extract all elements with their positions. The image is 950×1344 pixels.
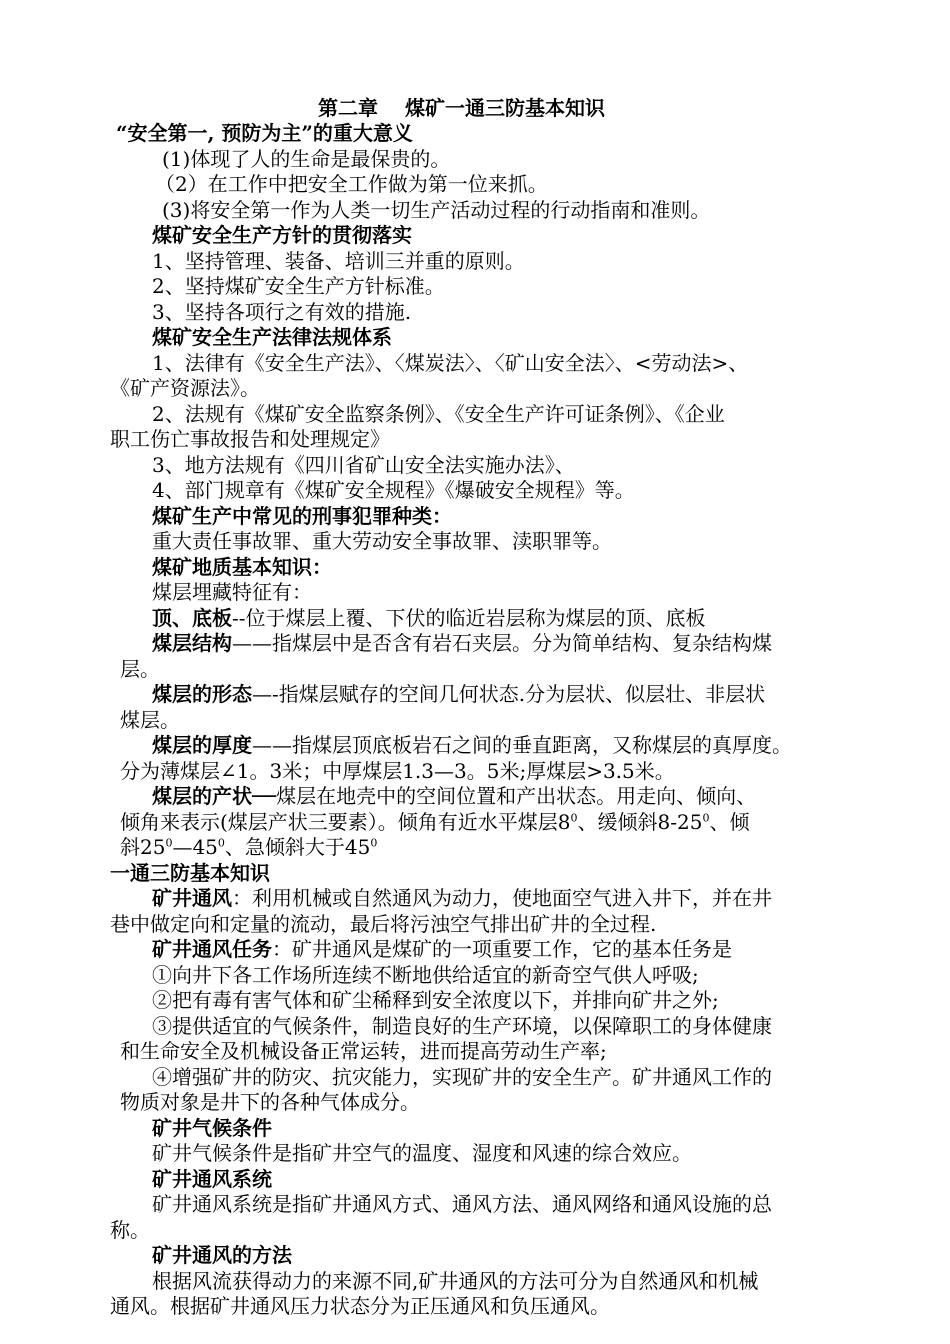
paragraph-line: 斜$25^0—45^0$、急倾斜大于$45^0$ (120, 835, 378, 859)
section-heading: “安全第一, 预防为主”的重大意义 (116, 121, 413, 145)
list-item: ④增强矿井的防灾、抗灾能力，实现矿井的安全生产。矿井通风工作的 (152, 1065, 772, 1089)
page-title: 第二章 煤矿一通三防基本知识 (318, 96, 605, 120)
term-definition: ——指煤层顶底板岩石之间的垂直距离，又称煤层的真厚度。 (252, 733, 792, 757)
term: 矿井通风任务 (152, 937, 272, 961)
paragraph-line: 4、部门规章有《煤矿安全规程》《爆破安全规程》等。 (152, 478, 635, 502)
list-item: (3)将安全第一作为人类一切生产活动过程的行动指南和准则。 (162, 198, 711, 222)
list-item: ②把有毒有害气体和矿尘稀释到安全浓度以下，并排向矿井之外; (152, 988, 719, 1012)
list-item: 3、坚持各项行之有效的措施. (152, 300, 412, 324)
term-definition: --位于煤层上覆、下伏的临近岩层称为煤层的顶、底板 (232, 606, 706, 630)
list-item: ①向井下各工作场所连续不断地供给适宜的新奇空气供人呼吸; (152, 963, 699, 987)
paragraph-line: 通风。根据矿井通风压力状态分为正压通风和负压通风。 (110, 1294, 610, 1318)
paragraph-line: 物质对象是井下的各种气体成分。 (120, 1090, 420, 1114)
paragraph-line: 和生命安全及机械设备正常运转，进而提高劳动生产率; (120, 1039, 607, 1063)
term-line (152, 682, 765, 708)
paragraph-line: 层。 (120, 657, 160, 681)
term-line: 矿井通风：利用机械或自然通风为动力，使地面空气进入井下，并在井 (152, 886, 772, 910)
paragraph-line: 《矿产资源法》。 (110, 376, 260, 400)
term: 顶、底板 (152, 606, 232, 630)
paragraph-line: 煤层埋藏特征有： (152, 580, 312, 604)
section-heading: 煤矿安全生产法律法规体系 (152, 325, 392, 349)
section-heading: 煤矿安全生产方针的贯彻落实 (152, 223, 412, 247)
term-line (152, 784, 756, 810)
sub-heading: 矿井气候条件 (152, 1116, 272, 1140)
paragraph-line: 煤层。 (120, 708, 180, 732)
paragraph-line: 根据风流获得动力的来源不同,矿井通风的方法可分为自然通风和机械 (152, 1269, 759, 1293)
term-definition: 煤层在地壳中的空间位置和产出状态。用走向、倾向、 (276, 784, 757, 808)
term-line (152, 631, 772, 657)
term: 矿井通风 (152, 886, 232, 910)
term-definition: ——指煤层中是否含有岩石夹层。分为简单结构、复杂结构煤 (232, 631, 772, 655)
list-item: 2、坚持煤矿安全生产方针标准。 (152, 274, 445, 298)
degree-mark: 0 (217, 836, 225, 850)
list-item: (1)体现了人的生命是最保贵的。 (162, 147, 451, 171)
degree-mark: 0 (370, 836, 378, 850)
term: 煤层的产状── (152, 784, 277, 808)
list-item: ③提供适宜的气候条件，制造良好的生产环境，以保障职工的身体健康 (152, 1014, 772, 1038)
degree-mark: 0 (165, 836, 173, 850)
list-item: （2）在工作中把安全工作做为第一位来抓。 (155, 172, 548, 196)
term-line (152, 606, 706, 632)
paragraph-line: 3、地方法规有《四川省矿山安全法实施办法》、 (152, 453, 575, 477)
term: 煤层的形态 (152, 682, 252, 706)
section-heading: 一通三防基本知识 (110, 861, 270, 885)
degree-mark: 0 (702, 811, 710, 825)
term-line (152, 733, 792, 759)
degree-mark: 0 (570, 811, 578, 825)
sub-heading: 矿井通风系统 (152, 1167, 272, 1191)
term: 煤层的厚度 (152, 733, 252, 757)
section-heading: 煤矿地质基本知识： (152, 555, 332, 579)
term-line: 矿井通风任务：矿井通风是煤矿的一项重要工作，它的基本任务是 (152, 937, 732, 961)
paragraph-line: 巷中做定向和定量的流动，最后将污浊空气排出矿井的全过程. (110, 912, 657, 936)
paragraph-line: 称。 (110, 1218, 150, 1242)
section-heading: 煤矿生产中常见的刑事犯罪种类： (152, 504, 452, 528)
paragraph-line: 倾角来表示(煤层产状三要素）。倾角有近水平煤层$8^0$、缓倾斜$8-25^0$、倾 (120, 810, 750, 834)
paragraph-line: 分为薄煤层∠1。3米；中厚煤层1.3—3。5米;厚煤层>3.5米。 (120, 759, 675, 783)
paragraph-line: 职工伤亡事故报告和处理规定》 (110, 427, 390, 451)
paragraph-line: 重大责任事故罪、重大劳动安全事故罪、渎职罪等。 (152, 529, 612, 553)
term: 煤层结构 (152, 631, 232, 655)
term-definition: —-指煤层赋存的空间几何状态.分为层状、似层壮、非层状 (252, 682, 766, 706)
paragraph-line: 矿井通风系统是指矿井通风方式、通风方法、通风网络和通风设施的总 (152, 1192, 772, 1216)
paragraph-line: 2、法规有《煤矿安全监察条例》、《安全生产许可证条例》、《企业 (152, 402, 725, 426)
paragraph-line: 矿井气候条件是指矿井空气的温度、湿度和风速的综合效应。 (152, 1141, 692, 1165)
sub-heading: 矿井通风的方法 (152, 1243, 292, 1267)
paragraph-line: 1、法律有《安全生产法》、〈煤炭法〉、〈矿山安全法〉、<劳动法>、 (152, 351, 749, 375)
list-item: 1、坚持管理、装备、培训三并重的原则。 (152, 249, 525, 273)
